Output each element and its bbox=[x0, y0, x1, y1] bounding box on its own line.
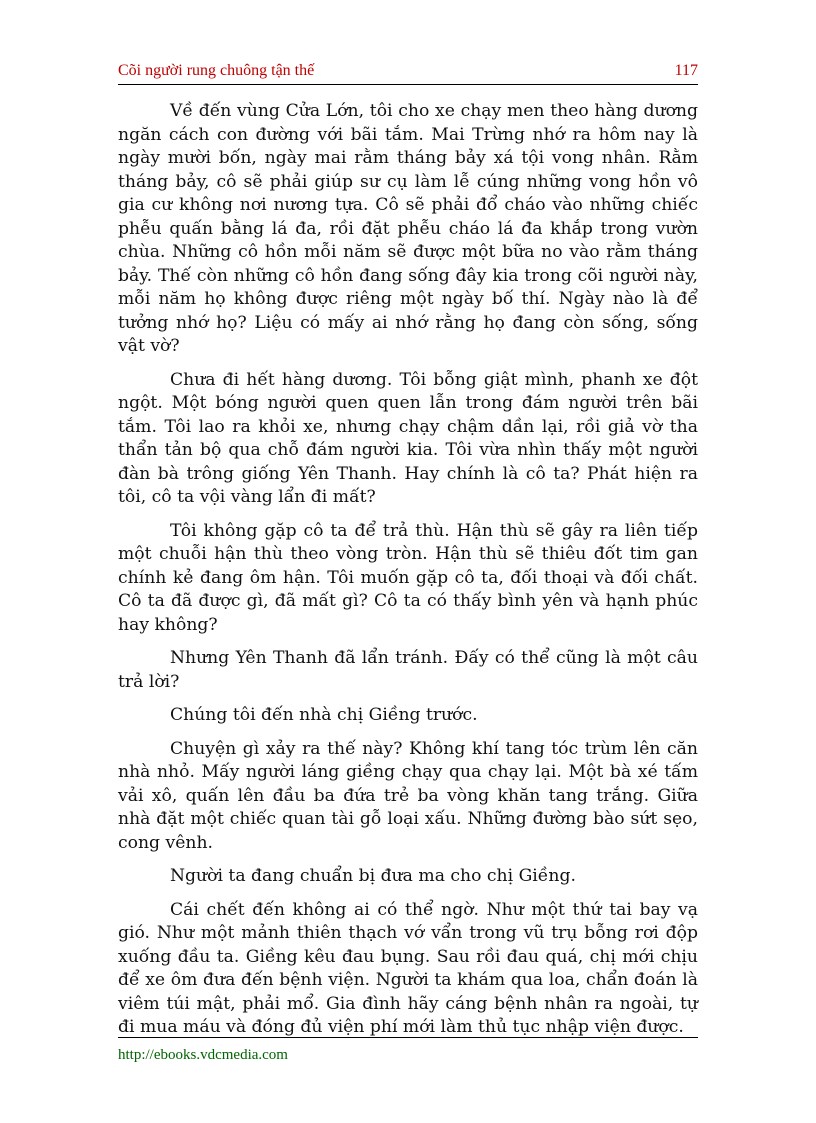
page-number: 117 bbox=[674, 62, 698, 79]
paragraph-1: Về đến vùng Cửa Lớn, tôi cho xe chạy men theo hàng dương ngăn cách con đường với bãi tắm. Mai Trừng nhớ ra hôm nay là ngày mười bốn, ngày mai rằm tháng bảy xá tội vong nhân. Rằm tháng bảy, cô sẽ phải giúp sư cụ làm lễ cúng những vong hồn vô gia cư không nơi nương tựa. Cô sẽ phải đổ cháo vào những chiếc phễu quấn bằng lá đa, rồi đặt phễu cháo lá đa khắp trong vườn chùa. Những cô hồn mỗi năm sẽ được một bữa no vào rằm tháng bảy. Thế còn những cô hồn đang sống đây kia trong cõi người này, mỗi năm họ không được riêng một ngày bố thí. Ngày nào là để tưởng nhớ họ? Liệu có mấy ai nhớ rằng họ đang còn sống, sống vật vờ? bbox=[118, 101, 698, 356]
book-title: Cõi người rung chuông tận thế bbox=[118, 62, 315, 79]
paragraph-3: Tôi không gặp cô ta để trả thù. Hận thù sẽ gây ra liên tiếp một chuỗi hận thù theo vòng tròn. Hận thù sẽ thiêu đốt tim gan chính kẻ đang ôm hận. Tôi muốn gặp cô ta, đối thoại và đối chất. Cô ta đã được gì, đã mất gì? Cô ta có thấy bình yên và hạnh phúc hay không? bbox=[118, 520, 698, 635]
paragraph-8: Cái chết đến không ai có thể ngờ. Như một thứ tai bay vạ gió. Như một mảnh thiên thạch vớ vẩn trong vũ trụ bỗng rơi độp xuống đầu ta. Giềng kêu đau bụng. Sau rồi đau quá, chị mới chịu để xe ôm đưa đến bệnh viện. Người ta khám qua loa, chẩn đoán là viêm túi mật, phải mổ. Gia đình hãy cáng bệnh nhân ra ngoài, tự đi mua máu và đóng đủ viện phí mới làm thủ tục nhập viện được. bbox=[118, 899, 698, 1037]
paragraph-2: Chưa đi hết hàng dương. Tôi bỗng giật mình, phanh xe đột ngột. Một bóng người quen quen lẫn trong đám người trên bãi tắm. Tôi lao ra khỏi xe, nhưng chạy chậm dần lại, rồi giả vờ tha thẩn tản bộ qua chỗ đám người kia. Tôi vừa nhìn thấy một người đàn bà trông giống Yên Thanh. Hay chính là cô ta? Phát hiện ra tôi, cô ta vội vàng lẩn đi mất? bbox=[118, 369, 698, 507]
paragraph-5: Chúng tôi đến nhà chị Giềng trước. bbox=[170, 705, 478, 725]
page-header bbox=[118, 60, 698, 85]
paragraph-4: Nhưng Yên Thanh đã lẩn tránh. Đấy có thể cũng là một câu trả lời? bbox=[118, 648, 698, 692]
paragraph-7: Người ta đang chuẩn bị đưa ma cho chị Giềng. bbox=[170, 866, 576, 886]
chapter-body bbox=[118, 100, 698, 1050]
paragraph-6: Chuyện gì xảy ra thế này? Không khí tang tóc trùm lên căn nhà nhỏ. Mấy người láng giềng chạy qua chạy lại. Một bà xé tấm vải xô, quấn lên đầu ba đứa trẻ ba vòng khăn tang trắng. Giữa nhà đặt một chiếc quan tài gỗ loại xấu. Những đường bào sứt sẹo, cong vênh. bbox=[118, 738, 698, 853]
footer-url-link[interactable]: http://ebooks.vdcmedia.com bbox=[118, 1047, 288, 1063]
page-footer bbox=[118, 1037, 698, 1064]
